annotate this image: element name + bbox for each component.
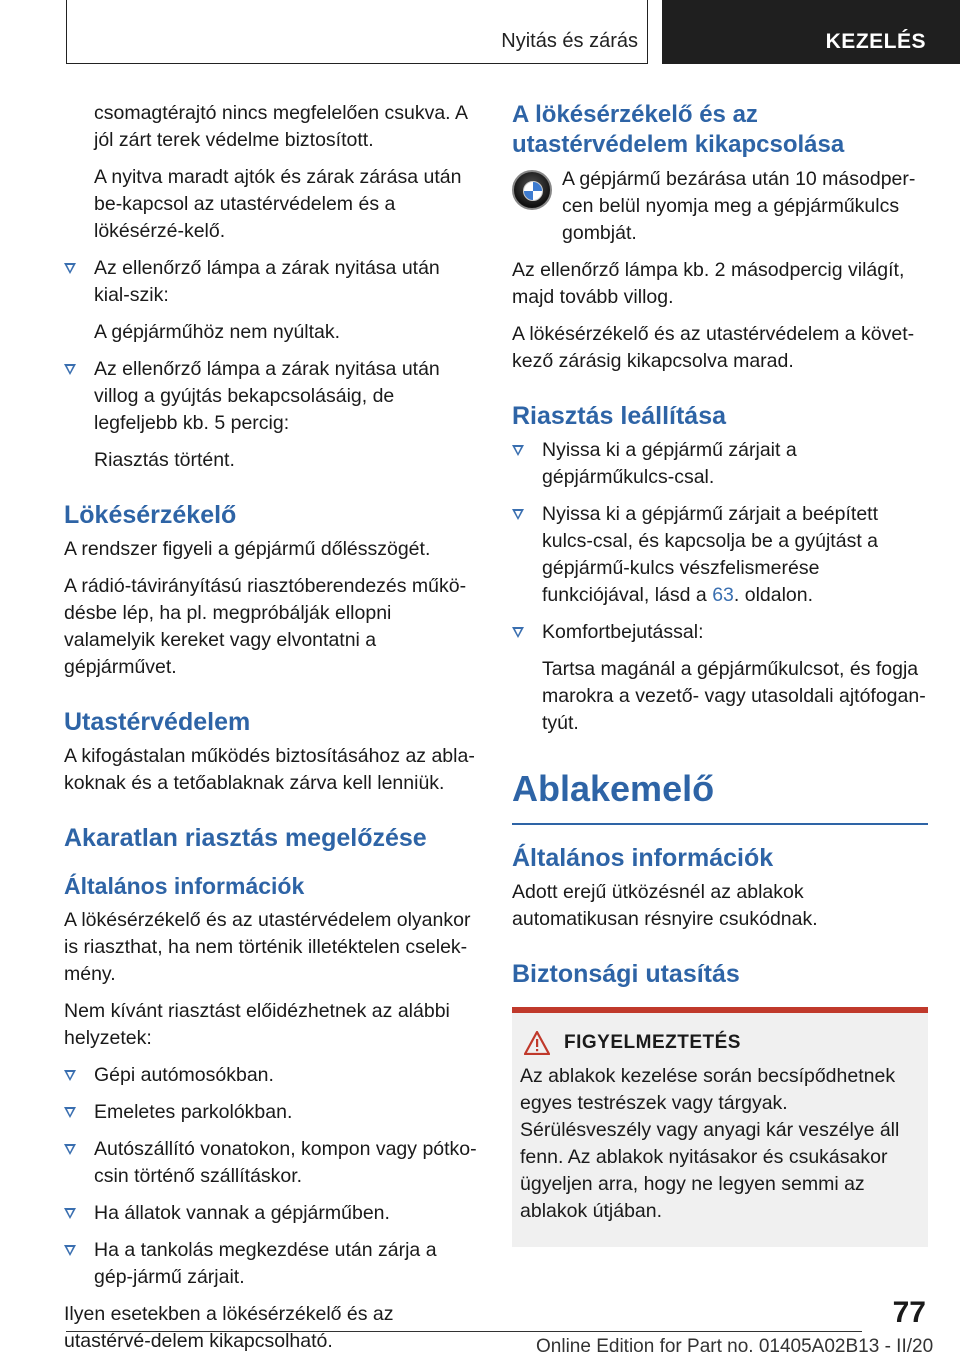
heading-altalanos-informaciok: Általános információk [64, 873, 305, 899]
list-item-text: Az ellenőrző lámpa a zárak nyitása után kial-szik: [94, 257, 440, 306]
list-item-text: Autószállító vonatokon, kompon vagy pótko-csin történő szállításkor. [94, 1138, 477, 1187]
heading-kikapcsolas: A lökésérzékelő és az utastérvédelem kikapcsolása [512, 101, 845, 158]
list-item [512, 501, 928, 609]
heading-biztonsagi-utasitas: Biztonsági utasítás [512, 960, 740, 988]
triangle-bullet-icon [64, 364, 76, 375]
triangle-bullet-icon [64, 1208, 76, 1219]
list-item-text: Ha a tankolás megkezdése után zárja a gép-jármű zárjait. [94, 1239, 437, 1288]
paragraph: Riasztás történt. [94, 449, 235, 471]
warning-header [524, 1031, 920, 1055]
paragraph: Az ellenőrző lámpa kb. 2 másodpercig világít, majd tovább villog. [512, 259, 905, 308]
list-item-text: Ha állatok vannak a gépjárműben. [94, 1202, 390, 1224]
warning-box [512, 1007, 928, 1247]
list-item-text: Nyissa ki a gépjármű zárjait a beépített kulcs-csal, és kapcsolja be a gyújtást a gépjármű-kulcs vészfelismerése funkciójával, lásd a [542, 503, 878, 606]
right-column [512, 100, 928, 1247]
triangle-bullet-icon [64, 1245, 76, 1256]
paragraph: Nem kívánt riasztást előidézhetnek az alábbi helyzetek: [64, 1000, 450, 1049]
list-item [512, 619, 928, 646]
paragraph: A rendszer figyeli a gépjármű dőlésszögét. [64, 538, 431, 560]
heading-utastervedelem: Utastérvédelem [64, 708, 251, 736]
bmw-instruction [512, 166, 928, 247]
heading-altalanos-informaciok: Általános információk [512, 844, 774, 872]
list-item-text: Gépi autómosókban. [94, 1064, 274, 1086]
paragraph: A nyitva maradt ajtók és zárak zárása után be-kapcsol az utastérvédelem és a lökésérzé-kelő. [94, 166, 462, 242]
list-item [64, 1136, 478, 1190]
list-item [64, 255, 478, 309]
warning-text: Az ablakok kezelése során becsípődhetnek egyes testrészek vagy tárgyak. Sérülésveszély vagy anyagi kár veszélye áll fenn. Az ablakok nyitásakor és csukásakor ügyeljen arra, hogy ne legyen semmi az ablakok útjában. [520, 1065, 900, 1222]
chapter-tab [662, 0, 960, 64]
paragraph: A rádió-távirányítású riasztóberendezés műkö-désbe lép, ha pl. megpróbálják ellopni valamelyik kereket vagy elvontatni a gépjárművet. [64, 575, 467, 678]
triangle-bullet-icon [64, 1107, 76, 1118]
paragraph: Ilyen esetekben a lökésérzékelő és az utastérvé-delem kikapcsolható. [64, 1303, 394, 1352]
heading-lokeserzekelo: Lökésérzékelő [64, 501, 237, 529]
list-item [64, 1099, 478, 1126]
paragraph: A lökésérzékelő és az utastérvédelem olyankor is riaszthat, ha nem történik illetéktelen cselek-mény. [64, 909, 471, 985]
section-title: Nyitás és zárás [501, 30, 638, 52]
heading-riasztas-leallitasa: Riasztás leállítása [512, 402, 727, 430]
list-item-text: Nyissa ki a gépjármű zárjait a gépjárműkulcs-csal. [542, 439, 797, 488]
heading-ablakemelo: Ablakemelő [512, 767, 928, 825]
page-reference-link[interactable]: 63 [712, 584, 734, 606]
list-item-text: . oldalon. [733, 584, 814, 606]
paragraph: A gépjármű bezárása után 10 másodper-cen belül nyomja meg a gépjárműkulcs gombját. [562, 168, 916, 244]
paragraph: A kifogástalan működés biztosításához az abla-koknak és a tetőablaknak zárva kell lenniük. [64, 745, 475, 794]
paragraph: Adott erejű ütközésnél az ablakok automatikusan résnyire csukódnak. [512, 881, 818, 930]
triangle-bullet-icon [512, 627, 524, 638]
list-item [64, 1062, 478, 1089]
triangle-bullet-icon [512, 445, 524, 456]
list-item [64, 1200, 478, 1227]
page-number: 77 [892, 1296, 926, 1329]
list-item-text: Emeletes parkolókban. [94, 1101, 293, 1123]
triangle-bullet-icon [512, 509, 524, 520]
triangle-bullet-icon [64, 1144, 76, 1155]
footer-divider [66, 1331, 862, 1332]
list-item [64, 356, 478, 437]
paragraph: A gépjárműhöz nem nyúltak. [94, 321, 341, 343]
warning-triangle-icon [524, 1031, 550, 1055]
triangle-bullet-icon [64, 263, 76, 274]
paragraph: Tartsa magánál a gépjárműkulcsot, és fogja marokra a vezető- vagy utasoldali ajtófogan-tyút. [542, 658, 926, 734]
paragraph: csomagtérajtó nincs megfelelően csukva. A jól zárt terek védelme biztosított. [94, 102, 467, 151]
list-item [512, 437, 928, 491]
paragraph: A lökésérzékelő és az utastérvédelem a követ-kező zárásig kikapcsolva marad. [512, 323, 915, 372]
bmw-logo-icon [512, 170, 552, 210]
chapter-label: KEZELÉS [825, 30, 926, 53]
triangle-bullet-icon [64, 1070, 76, 1081]
list-item [64, 1237, 478, 1291]
footer-edition: Online Edition for Part no. 01405A02B13 - II/20 [536, 1336, 934, 1357]
warning-title: FIGYELMEZTETÉS [564, 1032, 741, 1053]
list-item-text: Az ellenőrző lámpa a zárak nyitása után villog a gyújtás bekapcsolásáig, de legfeljebb kb. 5 percig: [94, 358, 440, 434]
left-column [64, 100, 478, 1365]
heading-akaratlan-riasztas: Akaratlan riasztás megelőzése [64, 824, 427, 852]
list-item-text: Komfortbejutással: [542, 621, 704, 643]
